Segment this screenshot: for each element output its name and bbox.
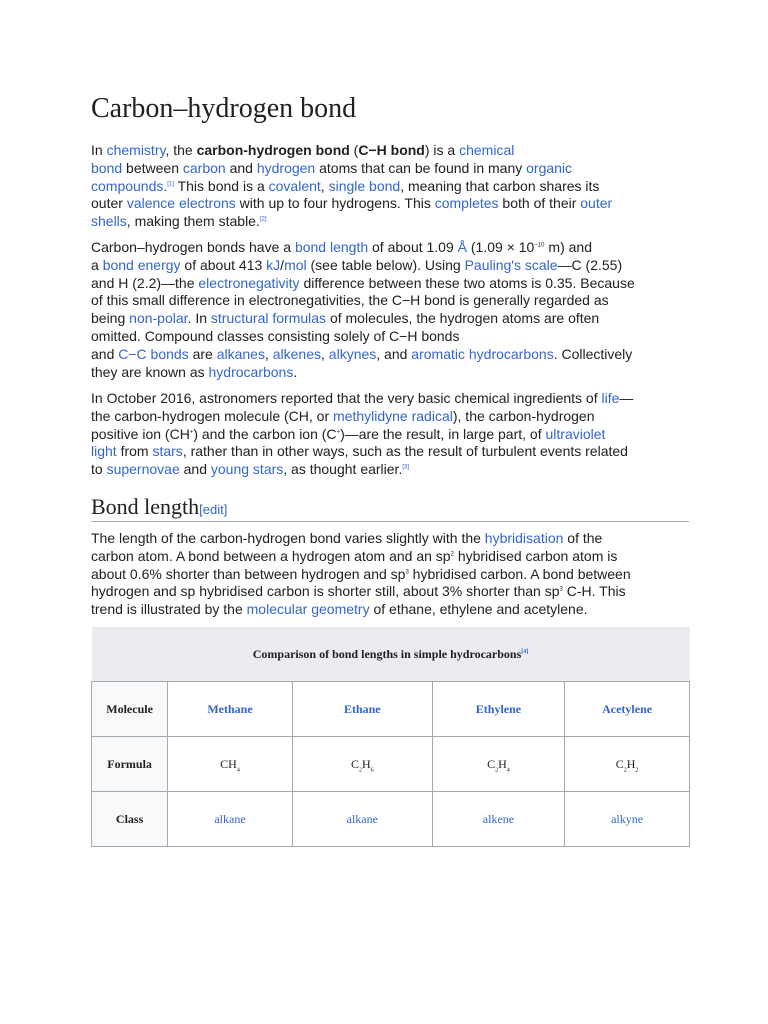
link-electronegativity[interactable]: electronegativity — [198, 274, 300, 291]
link-hybridisation[interactable]: hybridisation — [484, 530, 564, 546]
reference-1[interactable]: [1] — [167, 180, 174, 187]
text: the carbon-hydrogen molecule (CH, or — [91, 407, 334, 424]
section-title: Bond length — [91, 494, 200, 519]
text: they are known as — [91, 363, 209, 380]
text: omitted. Compound classes consisting solely of C−H bonds — [91, 327, 460, 344]
bold-term: carbon-hydrogen bond — [196, 142, 350, 158]
text: )—are the result, in large part, of — [340, 425, 546, 442]
formula-part: C — [350, 756, 359, 771]
text: . Collectively — [553, 345, 633, 362]
subscript: 2 — [635, 766, 639, 773]
formula-part: H — [361, 756, 371, 771]
text: to — [91, 461, 107, 478]
charge: + — [336, 428, 341, 435]
table-row-molecule — [92, 682, 690, 737]
link-molecular-geometry[interactable]: molecular geometry — [246, 601, 370, 618]
superscript: 3 — [405, 568, 409, 575]
bond-length-paragraph — [91, 530, 689, 619]
text: positive ion (CH — [91, 425, 190, 442]
text: , meaning that carbon shares its — [400, 177, 600, 194]
molecule-cell[interactable] — [168, 682, 293, 737]
link-alkane[interactable]: alkane — [346, 811, 378, 826]
link-outer[interactable]: outer — [580, 195, 613, 212]
text: ), the carbon-hydrogen — [452, 407, 595, 424]
link-alkanes[interactable]: alkanes — [216, 345, 265, 362]
text: ) and the carbon ion (C — [193, 425, 337, 442]
text: , and — [376, 345, 412, 362]
text: both of their — [498, 195, 581, 212]
link-paulings-scale[interactable]: Pauling's scale — [464, 256, 558, 273]
link-alkynes[interactable]: alkynes — [328, 345, 377, 362]
text: and H (2.2)—the — [91, 274, 199, 291]
class-cell[interactable] — [292, 792, 432, 847]
formula-part: C — [487, 756, 496, 771]
formula-cell — [565, 737, 690, 792]
text: and — [225, 159, 257, 176]
link-methane[interactable]: Methane — [207, 701, 253, 716]
bold-term: C−H bond — [358, 142, 425, 158]
text: of molecules, the hydrogen atoms are often — [326, 310, 600, 327]
text: about 0.6% shorter than between hydrogen and sp — [91, 565, 406, 582]
formula-cell — [292, 737, 432, 792]
text: carbon atom. A bond between a hydrogen atom and an sp — [91, 547, 451, 564]
formula-part: H — [498, 756, 507, 771]
link-bond-energy[interactable]: bond energy — [102, 256, 181, 273]
text: In October 2016, astronomers reported that the very basic chemical ingredients of — [91, 390, 602, 406]
table-row-class — [92, 792, 690, 847]
text: In — [91, 142, 107, 158]
link-shells[interactable]: shells — [91, 213, 127, 230]
row-header: Molecule — [92, 682, 168, 737]
text: atoms that can be found in many — [315, 159, 527, 176]
formula-cell — [168, 737, 293, 792]
molecule-cell[interactable] — [432, 682, 564, 737]
text: . — [293, 363, 298, 380]
properties-paragraph — [91, 239, 689, 381]
text: This bond is a — [173, 177, 269, 194]
link-ethane[interactable]: Ethane — [343, 701, 381, 716]
text: , rather than in other ways, such as the result of turbulent events related — [182, 443, 628, 460]
superscript: 2 — [450, 551, 454, 558]
text: , as thought earlier. — [283, 461, 403, 478]
formula-part: C — [615, 756, 624, 771]
caption-text: Comparison of bond lengths in simple hydrocarbons — [252, 646, 522, 661]
table-row-formula — [92, 737, 690, 792]
class-cell[interactable] — [432, 792, 564, 847]
text: are — [188, 345, 217, 362]
exponent: −10 — [534, 242, 545, 249]
link-carbon[interactable]: carbon — [182, 159, 226, 176]
link-kj[interactable]: kJ — [266, 256, 281, 273]
text: of the — [563, 530, 603, 546]
formula-cell — [432, 737, 564, 792]
text: of ethane, ethylene and acetylene. — [369, 601, 588, 618]
text: Carbon–hydrogen bonds have a — [91, 239, 295, 255]
text: , — [321, 345, 329, 362]
text: hybridised carbon. A bond between — [408, 565, 631, 582]
link-bond-length[interactable]: bond length — [294, 239, 369, 255]
text: , — [320, 177, 329, 194]
link-mol[interactable]: mol — [284, 256, 307, 273]
row-header: Class — [92, 792, 168, 847]
text: between — [122, 159, 183, 176]
text: ) is a — [424, 142, 460, 158]
text: m) and — [544, 239, 592, 255]
subscript: 4 — [506, 766, 510, 773]
link-angstrom[interactable]: Å — [457, 239, 467, 255]
superscript: 3 — [559, 586, 563, 593]
text: C-H. This — [562, 583, 626, 600]
text: and — [91, 345, 119, 362]
reference-4[interactable]: [4] — [521, 648, 529, 655]
formula-part: H — [626, 756, 636, 771]
text: ( — [349, 142, 359, 158]
text: , making them stable. — [126, 213, 260, 230]
link-alkane[interactable]: alkane — [214, 811, 246, 826]
text: . In — [187, 310, 211, 327]
text: outer — [91, 195, 127, 212]
text: and — [179, 461, 211, 478]
table-caption — [92, 627, 690, 682]
link-single-bond[interactable]: single bond — [328, 177, 401, 194]
charge: + — [189, 428, 194, 435]
text: being — [91, 310, 130, 327]
text: hybridised carbon atom is — [453, 547, 618, 564]
text: trend is illustrated by the — [91, 601, 247, 618]
text: hydrogen and sp hybridised carbon is shorter still, about 3% shorter than sp — [91, 583, 560, 600]
text: / — [280, 256, 285, 273]
formula-part: CH — [220, 756, 237, 771]
link-hydrogen[interactable]: hydrogen — [256, 159, 316, 176]
text: a — [91, 256, 103, 273]
subscript: 4 — [236, 766, 240, 773]
link-aromatic-hydrocarbons[interactable]: aromatic hydrocarbons — [411, 345, 554, 362]
link-supernovae[interactable]: supernovae — [106, 461, 180, 478]
bond-length-comparison-table — [91, 627, 690, 847]
link-ethylene[interactable]: Ethylene — [475, 701, 522, 716]
text: The length of the carbon-hydrogen bond varies slightly with the — [91, 530, 485, 546]
molecule-cell[interactable] — [565, 682, 690, 737]
subscript: 6 — [370, 766, 374, 773]
link-ultraviolet[interactable]: ultraviolet — [545, 425, 606, 442]
text: of about 1.09 — [368, 239, 458, 255]
subscript: 2 — [623, 766, 627, 773]
page-title: Carbon–hydrogen bond — [91, 93, 357, 124]
link-life[interactable]: life — [601, 390, 620, 406]
link-cc-bonds[interactable]: C−C bonds — [118, 345, 189, 362]
astronomy-paragraph — [91, 390, 689, 479]
link-covalent[interactable]: covalent — [268, 177, 321, 194]
text: , the — [165, 142, 197, 158]
row-header: Formula — [92, 737, 168, 792]
link-light[interactable]: light — [91, 443, 117, 460]
class-cell[interactable] — [565, 792, 690, 847]
section-heading-bond-length — [91, 494, 689, 522]
text: , — [264, 345, 273, 362]
subscript: 2 — [495, 766, 499, 773]
link-non-polar[interactable]: non-polar — [129, 310, 188, 327]
text: difference between these two atoms is 0.35. Because — [299, 274, 635, 291]
text: (see table below). Using — [306, 256, 465, 273]
link-acetylene[interactable]: Acetylene — [602, 701, 653, 716]
text: of this small difference in electronegativities, the C−H bond is generally regarded as — [91, 292, 609, 309]
link-alkene[interactable]: alkene — [482, 811, 515, 826]
edit-section-link[interactable]: [edit] — [199, 502, 228, 517]
link-compounds[interactable]: compounds. — [91, 177, 168, 194]
link-methylidyne-radical[interactable]: methylidyne radical — [333, 407, 453, 424]
link-young-stars[interactable]: young stars — [210, 461, 284, 478]
reference-2[interactable]: [2] — [259, 216, 267, 223]
link-valence-electrons[interactable]: valence electrons — [126, 195, 236, 212]
text: (1.09 × 10 — [467, 239, 535, 255]
molecule-cell[interactable] — [292, 682, 432, 737]
subscript: 2 — [358, 766, 362, 773]
text: with up to four hydrogens. This — [235, 195, 435, 212]
text: —C (2.55) — [557, 256, 623, 273]
link-hydrocarbons[interactable]: hydrocarbons — [208, 363, 294, 380]
text: from — [116, 443, 153, 460]
link-chemistry[interactable]: chemistry — [106, 142, 166, 158]
link-stars[interactable]: stars — [152, 443, 183, 460]
text: of about 413 — [180, 256, 267, 273]
link-alkyne[interactable]: alkyne — [611, 811, 644, 826]
text: — — [619, 390, 634, 406]
link-chemical[interactable]: chemical — [459, 142, 515, 158]
link-alkenes[interactable]: alkenes — [272, 345, 322, 362]
class-cell[interactable] — [168, 792, 293, 847]
intro-paragraph — [91, 142, 689, 231]
reference-3[interactable]: [3] — [402, 464, 410, 471]
link-bond[interactable]: bond — [91, 159, 123, 176]
link-organic[interactable]: organic — [526, 159, 573, 176]
link-completes[interactable]: completes — [434, 195, 499, 212]
link-structural-formulas[interactable]: structural formulas — [210, 310, 327, 327]
